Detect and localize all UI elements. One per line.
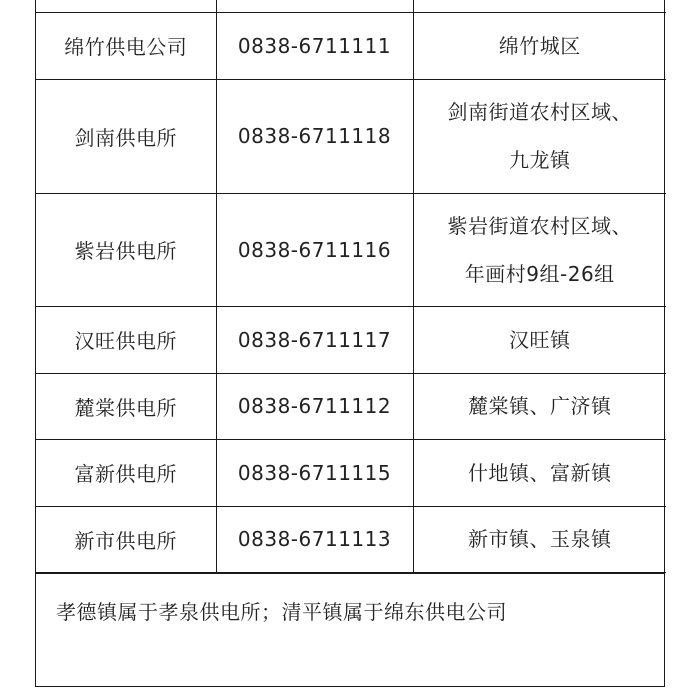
service-area-line: 新市镇、玉泉镇 <box>468 527 612 551</box>
phone-number-cell: 0838-6711112 <box>216 373 413 439</box>
phone-number-cell: 0838-6711117 <box>216 306 413 373</box>
phone-number-cell <box>216 0 413 12</box>
service-area-cell <box>413 306 666 373</box>
footnote: 孝德镇属于孝泉供电所；清平镇属于绵东供电公司 <box>36 573 664 689</box>
table-row <box>36 12 666 79</box>
table-row <box>36 373 666 439</box>
station-name-cell: 汉旺供电所 <box>36 306 216 373</box>
table-row <box>36 439 666 506</box>
phone-number-cell: 0838-6711115 <box>216 439 413 506</box>
service-area-cell <box>413 193 666 306</box>
service-area-cell <box>413 79 666 193</box>
table-row <box>36 0 666 12</box>
service-area-line: 汉旺镇 <box>509 327 571 352</box>
service-area-cell <box>413 439 666 506</box>
service-area-line: 绵竹城区 <box>498 33 581 58</box>
contact-table-sheet <box>35 0 665 687</box>
station-name-cell: 富新供电所 <box>36 439 216 506</box>
service-area-line: 紫岩街道农村区域、 <box>447 213 632 238</box>
table-row <box>36 506 666 572</box>
station-name-cell: 绵竹供电公司 <box>36 12 216 79</box>
phone-number-cell: 0838-6711116 <box>216 193 413 306</box>
service-area-cell <box>413 0 666 12</box>
service-area-cell <box>413 12 666 79</box>
station-name-cell: 麓棠供电所 <box>36 373 216 439</box>
service-area-cell <box>413 373 666 439</box>
service-area-cell <box>413 506 666 572</box>
service-area-line: 九龙镇 <box>509 148 571 172</box>
service-area-line: 什地镇、富新镇 <box>468 460 612 485</box>
station-name-cell: 剑南供电所 <box>36 79 216 193</box>
service-contact-table <box>36 0 666 573</box>
station-name-cell: 紫岩供电所 <box>36 193 216 306</box>
table-row <box>36 79 666 193</box>
phone-number-cell: 0838-6711111 <box>216 12 413 79</box>
phone-number-cell: 0838-6711118 <box>216 79 413 193</box>
station-name-cell <box>36 0 216 12</box>
station-name-cell: 新市供电所 <box>36 506 216 572</box>
phone-number-cell: 0838-6711113 <box>216 506 413 572</box>
service-area-line: 年画村9组-26组 <box>464 261 615 286</box>
table-row <box>36 306 666 373</box>
service-area-line: 麓棠镇、广济镇 <box>468 394 612 418</box>
table-row <box>36 193 666 306</box>
service-area-line: 剑南街道农村区域、 <box>447 100 632 124</box>
